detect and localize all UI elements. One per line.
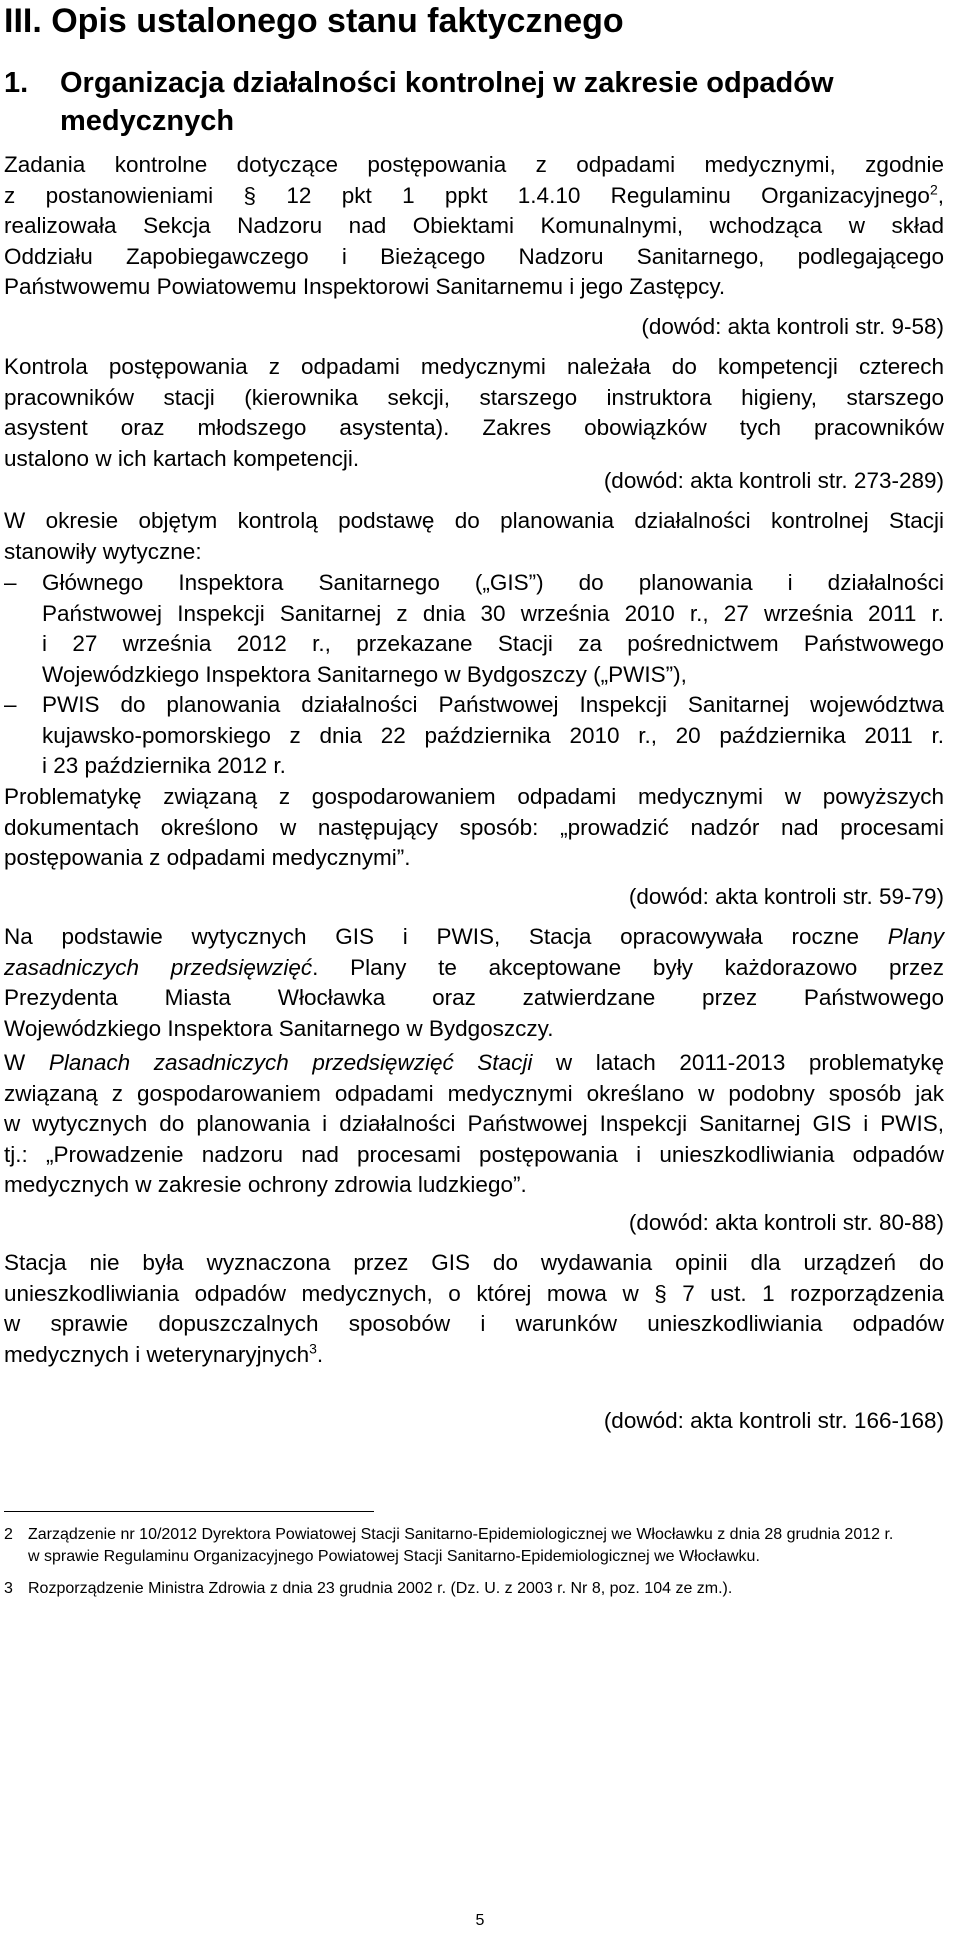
paragraph-1 bbox=[4, 150, 944, 303]
paragraph-line: pracowników stacji (kierownika sekcji, starszego instruktora higieny, starszego bbox=[4, 384, 944, 410]
paragraph-text: medycznych i weterynaryjnych bbox=[4, 1341, 310, 1367]
footnote-2 bbox=[4, 1524, 954, 1568]
paragraph-text: . Plany te akceptowane były każdorazowo przez bbox=[312, 954, 944, 980]
list-item bbox=[4, 568, 944, 690]
paragraph-line: dokumentach określono w następujący sposób: „prowadzić nadzór nad procesami bbox=[4, 814, 944, 840]
footnote-line: Rozporządzenie Ministra Zdrowia z dnia 23 grudnia 2002 r. (Dz. U. z 2003 r. Nr 8, poz. 104 ze zm.). bbox=[28, 1580, 733, 1597]
footnote-separator bbox=[4, 1511, 374, 1512]
footnote-mark: 2 bbox=[4, 1526, 13, 1543]
plan-title-italic: Plany bbox=[887, 924, 944, 949]
paragraph-line: Kontrola postępowania z odpadami medycznymi należała do kompetencji czterech bbox=[4, 354, 944, 379]
section-heading bbox=[4, 64, 944, 140]
plan-title-italic: zasadniczych przedsięwzięć bbox=[4, 954, 313, 980]
paragraph-3 bbox=[4, 506, 944, 567]
evidence-note: (dowód: akta kontroli str. 59-79) bbox=[628, 884, 944, 909]
plan-title-italic: Planach zasadniczych przedsięwzięć Stacji bbox=[48, 1050, 533, 1075]
paragraph-line: realizowała Sekcja Nadzoru nad Obiektami Komunalnymi, wchodząca w skład bbox=[4, 213, 944, 238]
list-line: Głównego Inspektora Sanitarnego („GIS”) do planowania i działalności bbox=[42, 570, 944, 595]
paragraph-line: unieszkodliwiania odpadów medycznych, o której mowa w § 7 ust. 1 rozporządzenia bbox=[4, 1280, 944, 1306]
paragraph-line bbox=[4, 1340, 944, 1371]
paragraph-text: Na podstawie wytycznych GIS i PWIS, Stacja opracowywała roczne bbox=[4, 924, 888, 949]
list-line: i 23 października 2012 r. bbox=[42, 753, 286, 778]
paragraph-line: W okresie objętym kontrolą podstawę do planowania działalności kontrolnej Stacji bbox=[4, 508, 944, 533]
paragraph-line: Stacja nie była wyznaczona przez GIS do wydawania opinii dla urządzeń do bbox=[4, 1250, 944, 1275]
paragraph-line: Zadania kontrolne dotyczące postępowania z odpadami medycznymi, zgodnie bbox=[4, 152, 944, 177]
paragraph-4 bbox=[4, 782, 944, 874]
evidence-note: (dowód: akta kontroli str. 9-58) bbox=[641, 314, 944, 339]
list-item bbox=[4, 690, 944, 782]
paragraph-line bbox=[4, 181, 944, 212]
paragraph-line: tj.: „Prowadzenie nadzoru nad procesami postępowania i unieszkodliwiania odpadów bbox=[4, 1141, 944, 1167]
list-line: PWIS do planowania działalności Państwowej Inspekcji Sanitarnej województwa bbox=[42, 692, 944, 717]
footnote-3 bbox=[4, 1578, 954, 1600]
dash-bullet: – bbox=[4, 692, 17, 717]
paragraph-line: ustalono w ich kartach kompetencji. bbox=[4, 445, 360, 471]
footnote-line: Zarządzenie nr 10/2012 Dyrektora Powiatowej Stacji Sanitarno-Epidemiologicznej we Włocławku z dnia 28 grudnia 2012 r. bbox=[28, 1526, 894, 1543]
evidence-note: (dowód: akta kontroli str. 80-88) bbox=[628, 1210, 944, 1235]
section-title-line2: medycznych bbox=[60, 105, 235, 137]
evidence-note: (dowód: akta kontroli str. 166-168) bbox=[603, 1408, 944, 1433]
paragraph-5 bbox=[4, 922, 944, 1044]
paragraph-text: w latach 2011-2013 problematykę bbox=[532, 1050, 944, 1075]
paragraph-line bbox=[4, 1048, 944, 1079]
paragraph-line: Wojewódzkiego Inspektora Sanitarnego w Bydgoszczy. bbox=[4, 1015, 554, 1041]
paragraph-text: z postanowieniami § 12 pkt 1 ppkt 1.4.10 Regulaminu Organizacyjnego bbox=[4, 182, 930, 208]
guidelines-list bbox=[4, 568, 944, 782]
dash-bullet: – bbox=[4, 570, 17, 595]
paragraph-6 bbox=[4, 1048, 944, 1201]
paragraph-line: w sprawie dopuszczalnych sposobów i warunków unieszkodliwiania odpadów bbox=[4, 1311, 944, 1336]
paragraph-line bbox=[4, 953, 944, 984]
page-number: 5 bbox=[475, 1912, 485, 1929]
footnote-line: w sprawie Regulaminu Organizacyjnego Powiatowej Stacji Sanitarno-Epidemiologicznej we Włocławku. bbox=[28, 1548, 760, 1565]
paragraph-line: Prezydenta Miasta Włocławka oraz zatwierdzane przez Państwowego bbox=[4, 985, 944, 1010]
paragraph-line: asystent oraz młodszego asystenta). Zakres obowiązków tych pracowników bbox=[4, 415, 944, 440]
section-number: 1. bbox=[4, 67, 29, 99]
paragraph-line: Oddziału Zapobiegawczego i Bieżącego Nadzoru Sanitarnego, podlegającego bbox=[4, 243, 944, 269]
paragraph-2 bbox=[4, 352, 944, 474]
evidence-note: (dowód: akta kontroli str. 273-289) bbox=[603, 468, 944, 493]
paragraph-line: postępowania z odpadami medycznymi”. bbox=[4, 845, 411, 870]
paragraph-line: w wytycznych do planowania i działalności Państwowej Inspekcji Sanitarnej GIS i PWIS, bbox=[4, 1111, 944, 1136]
paragraph-7 bbox=[4, 1248, 944, 1370]
paragraph-line bbox=[4, 922, 944, 953]
footnote-ref-3: 3 bbox=[309, 1340, 317, 1356]
footnote-mark: 3 bbox=[4, 1580, 13, 1597]
punctuation: . bbox=[316, 1341, 324, 1367]
punctuation: , bbox=[937, 182, 944, 208]
paragraph-line: Państwowemu Powiatowemu Inspektorowi Sanitarnemu i jego Zastępcy. bbox=[4, 274, 726, 299]
footnote-ref-2: 2 bbox=[929, 181, 938, 197]
chapter-heading: III. Opis ustalonego stanu faktycznego bbox=[4, 2, 624, 40]
list-line: kujawsko-pomorskiego z dnia 22 października 2010 r., 20 października 2011 r. bbox=[42, 722, 944, 748]
list-line: Państwowej Inspekcji Sanitarnej z dnia 30 września 2010 r., 27 września 2011 r. bbox=[42, 600, 944, 626]
paragraph-line: związaną z gospodarowaniem odpadami medycznymi określano w podobny sposób jak bbox=[4, 1080, 944, 1106]
paragraph-text: W bbox=[4, 1050, 49, 1075]
paragraph-line: Problematykę związaną z gospodarowaniem odpadami medycznymi w powyższych bbox=[4, 784, 944, 809]
section-title-line1: Organizacja działalności kontrolnej w zakresie odpadów bbox=[60, 67, 834, 99]
paragraph-line: medycznych w zakresie ochrony zdrowia ludzkiego”. bbox=[4, 1172, 527, 1197]
paragraph-line: stanowiły wytyczne: bbox=[4, 538, 202, 564]
list-line: Wojewódzkiego Inspektora Sanitarnego w Bydgoszczy („PWIS”), bbox=[42, 661, 687, 687]
list-line: i 27 września 2012 r., przekazane Stacji za pośrednictwem Państwowego bbox=[42, 631, 944, 656]
